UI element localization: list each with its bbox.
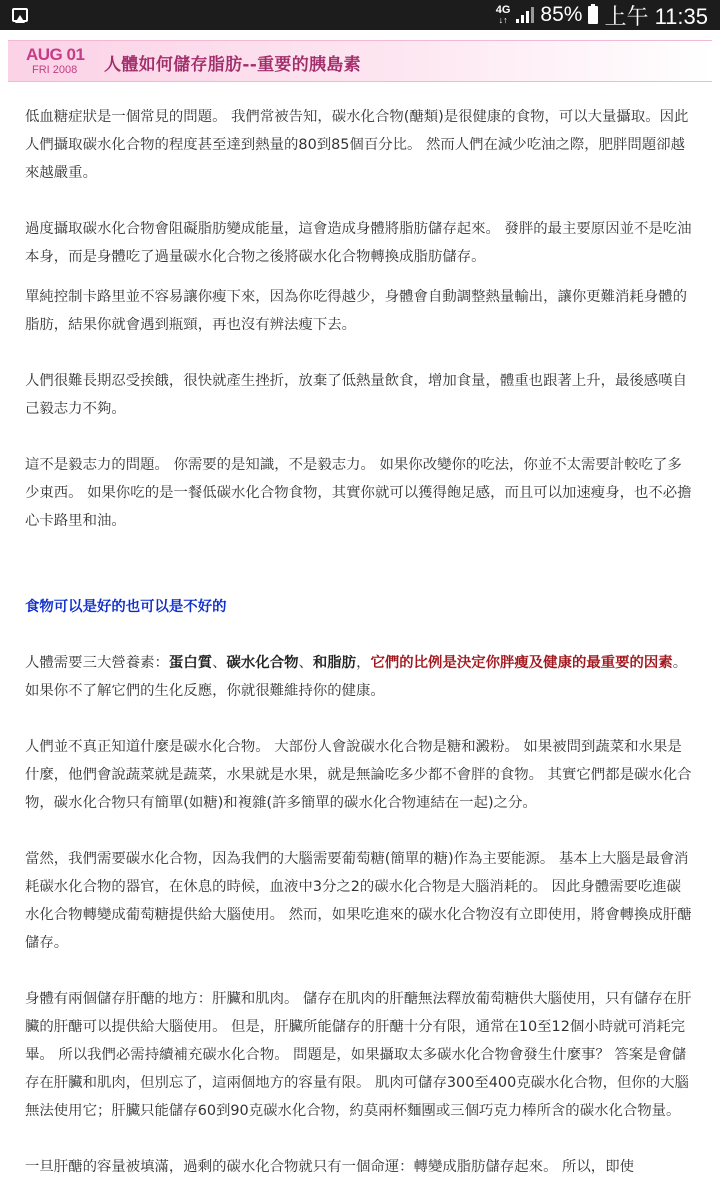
paragraph-1: 低血糖症狀是一個常見的問題。 我們常被告知，碳水化合物(醣類)是很健康的食物，可以大量攝取。因此人們攝取碳水化合物的程度甚至達到熱量的80到85個百分比。 然而人們在減少吃油之際，肥胖問題卻越來越嚴重。 <box>25 109 689 181</box>
p6-separator-2: 、 <box>298 655 313 671</box>
post-date-month-day: AUG 01 <box>26 45 85 64</box>
paragraph-5: 這不是毅志力的問題。 你需要的是知識，不是毅志力。 如果你改變你的吃法，你並不太需要計較吃了多少東西。 如果你吃的是一餐低碳水化合物食物，其實你就可以獲得飽足感，而且可以加速瘦身，也不必擔心卡路里和油。 <box>25 457 692 529</box>
post-banner <box>0 36 720 88</box>
p6-separator-3: ， <box>356 655 371 671</box>
post-date <box>26 46 84 76</box>
paragraph-8: 當然，我們需要碳水化合物，因為我們的大腦需要葡萄糖(簡單的糖)作為主要能源。 基本上大腦是最會消耗碳水化合物的器官，在休息的時候，血液中3分之2的碳水化合物是大腦消耗的。 因此身體需要吃進碳水化合物轉變成葡萄糖提供給大腦使用。 然而，如果吃進來的碳水化合物沒有立即使用，將會轉換成肝醣儲存。 <box>25 851 692 951</box>
network-indicator <box>496 5 511 25</box>
paragraph-2: 過度攝取碳水化合物會阻礙脂肪變成能量，這會造成身體將脂肪儲存起來。 發胖的最主要原因並不是吃油本身，而是身體吃了過量碳水化合物之後將碳水化合物轉換成脂肪儲存。 <box>25 221 692 265</box>
status-bar <box>0 0 720 30</box>
section-heading: 食物可以是好的也可以是不好的 <box>25 599 227 615</box>
paragraph-6 <box>25 649 695 705</box>
status-left <box>12 8 28 22</box>
p6-emphasis: 它們的比例是決定你胖瘦及健康的最重要的因素 <box>370 655 673 671</box>
status-clock: 上午 11:35 <box>604 3 708 29</box>
paragraph-7: 人們並不真正知道什麼是碳水化合物。 大部份人會說碳水化合物是糖和澱粉。 如果被問到蔬菜和水果是什麼，他們會說蔬菜就是蔬菜，水果就是水果，就是無論吃多少都不會胖的食物。 其實它們都是碳水化合物，碳水化合物只有簡單(如糖)和複雜(許多簡單的碳水化合物連結在一起)之分。 <box>25 739 692 811</box>
p6-separator-1: 、 <box>212 655 227 671</box>
post-title[interactable]: 人體如何儲存脂肪--重要的胰島素 <box>104 55 361 75</box>
gallery-image-icon <box>12 8 28 22</box>
paragraph-9: 身體有兩個儲存肝醣的地方：肝臟和肌肉。 儲存在肌肉的肝醣無法釋放葡萄糖供大腦使用，只有儲存在肝臟的肝醣可以提供給大腦使用。 但是，肝臟所能儲存的肝醣十分有限，通常在10至12個小時就可消耗完畢。 所以我們必需持續補充碳水化合物。 問題是，如果攝取太多碳水化合物會發生什麼事？ 答案是會儲存在肝臟和肌肉，但別忘了，這兩個地方的容量有限。 肌肉可儲存300至400克碳水化合物，但你的大腦無法使用它；肝臟只能儲存60到90克碳水化合物，約莫兩杯麵團或三個巧克力棒所含的碳水化合物量。 <box>25 991 692 1119</box>
battery-icon <box>588 6 598 24</box>
article-body <box>25 100 695 1181</box>
nutrient-carbohydrate: 碳水化合物 <box>226 655 299 671</box>
signal-strength-icon <box>516 7 534 23</box>
paragraph-4: 人們很難長期忍受挨餓，很快就產生挫折，放棄了低熱量飲食，增加食量，體重也跟著上升，最後感嘆自己毅志力不夠。 <box>25 373 687 417</box>
paragraph-10: 一旦肝醣的容量被填滿，過剩的碳水化合物就只有一個命運：轉變成脂肪儲存起來。 所以，即使 <box>25 1159 634 1175</box>
paragraph-3: 單純控制卡路里並不容易讓你瘦下來，因為你吃得越少，身體會自動調整熱量輸出，讓你更難消耗身體的脂肪，結果你就會遇到瓶頸，再也沒有辨法瘦下去。 <box>25 289 687 333</box>
p6-outro: 。 如果你不了解它們的生化反應，你就很難維持你的健康。 <box>25 655 688 699</box>
p6-intro: 人體需要三大營養素： <box>25 655 169 671</box>
battery-percentage: 85% <box>540 3 583 26</box>
status-right <box>496 0 708 31</box>
network-arrows-label: ↓↑ <box>498 15 508 25</box>
nutrient-protein: 蛋白質 <box>168 655 213 671</box>
post-date-weekday-year: FRI 2008 <box>32 64 78 76</box>
network-type-label: 4G <box>495 4 511 16</box>
nutrient-fat: 和脂肪 <box>312 655 357 671</box>
